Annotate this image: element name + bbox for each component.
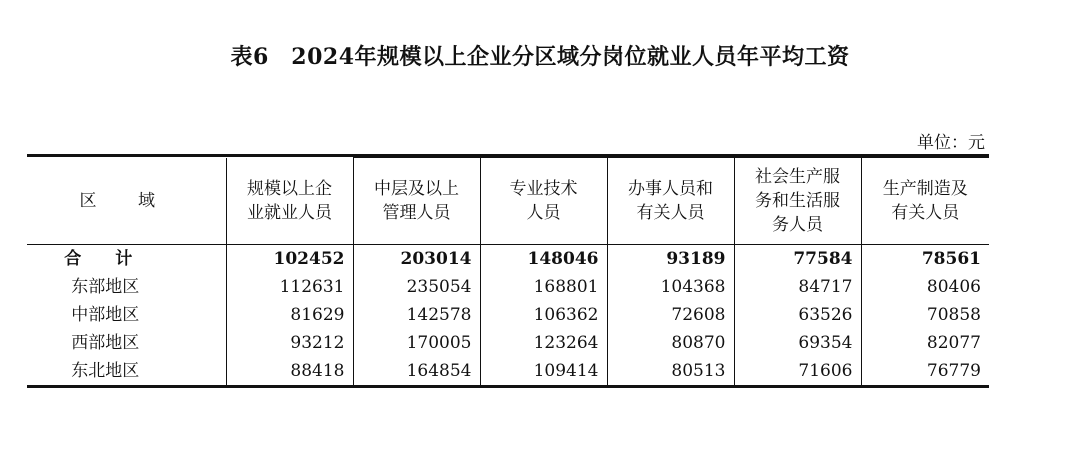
unit-label: 单位：元	[917, 133, 985, 153]
header-line: 有关人员	[636, 203, 705, 223]
table-cell: 70858	[861, 301, 989, 329]
table-cell: 93212	[226, 329, 353, 357]
table-row-total	[27, 245, 989, 274]
table-cell: 80406	[861, 273, 989, 301]
table-cell: 109414	[480, 357, 607, 387]
header-professionals	[480, 158, 607, 245]
header-managers	[353, 158, 480, 245]
header-line: 中层及以上	[374, 179, 459, 199]
row-label: 合 计	[64, 249, 147, 269]
header-region	[27, 158, 226, 245]
header-line: 社会生产服	[755, 167, 840, 187]
table-cell: 104368	[607, 273, 734, 301]
header-line: 区 域	[79, 190, 173, 211]
table-cell: 88418	[226, 357, 353, 387]
table-header-row	[27, 158, 989, 245]
table-cell: 72608	[607, 301, 734, 329]
table-cell: 82077	[861, 329, 989, 357]
table-row	[27, 301, 989, 329]
table-row	[27, 273, 989, 301]
table-cell: 142578	[353, 301, 480, 329]
table-cell: 81629	[226, 301, 353, 329]
table-cell: 164854	[353, 357, 480, 387]
row-label: 东北地区	[27, 357, 226, 387]
table-cell: 84717	[734, 273, 861, 301]
table-cell: 102452	[226, 245, 353, 274]
table-cell: 80513	[607, 357, 734, 387]
table-cell: 76779	[861, 357, 989, 387]
header-line: 规模以上企	[247, 178, 332, 199]
row-label: 西部地区	[71, 333, 140, 353]
wage-table	[27, 154, 989, 388]
page-title: 表6 2024年规模以上企业分区域分岗位就业人员年平均工资	[230, 44, 850, 70]
header-line: 业就业人员	[247, 202, 332, 223]
table-cell: 78561	[861, 245, 989, 274]
table-cell: 80870	[607, 329, 734, 357]
table-cell: 168801	[480, 273, 607, 301]
header-line: 生产制造及	[882, 179, 968, 199]
header-line: 管理人员	[382, 203, 451, 223]
table-cell: 77584	[734, 245, 861, 274]
row-label: 中部地区	[71, 305, 140, 325]
table-row	[27, 357, 989, 387]
header-production	[861, 158, 989, 245]
header-all-employees	[226, 158, 353, 245]
header-line: 人员	[526, 203, 561, 223]
row-label: 东部地区	[71, 277, 140, 297]
table-cell: 235054	[353, 273, 480, 301]
table-cell: 170005	[353, 329, 480, 357]
header-line: 务人员	[772, 215, 823, 235]
table-cell: 148046	[480, 245, 607, 274]
table-cell: 71606	[734, 357, 861, 387]
table-cell: 112631	[226, 273, 353, 301]
table-row	[27, 329, 989, 357]
table-cell: 106362	[480, 301, 607, 329]
header-line: 有关人员	[891, 203, 960, 223]
header-line: 务和生活服	[755, 191, 840, 211]
table-cell: 63526	[734, 301, 861, 329]
table-cell: 203014	[353, 245, 480, 274]
table-cell: 123264	[480, 329, 607, 357]
table-cell: 69354	[734, 329, 861, 357]
table-cell: 93189	[607, 245, 734, 274]
header-line: 办事人员和	[628, 179, 713, 199]
header-clerical	[607, 158, 734, 245]
header-service	[734, 158, 861, 245]
header-line: 专业技术	[509, 179, 578, 199]
